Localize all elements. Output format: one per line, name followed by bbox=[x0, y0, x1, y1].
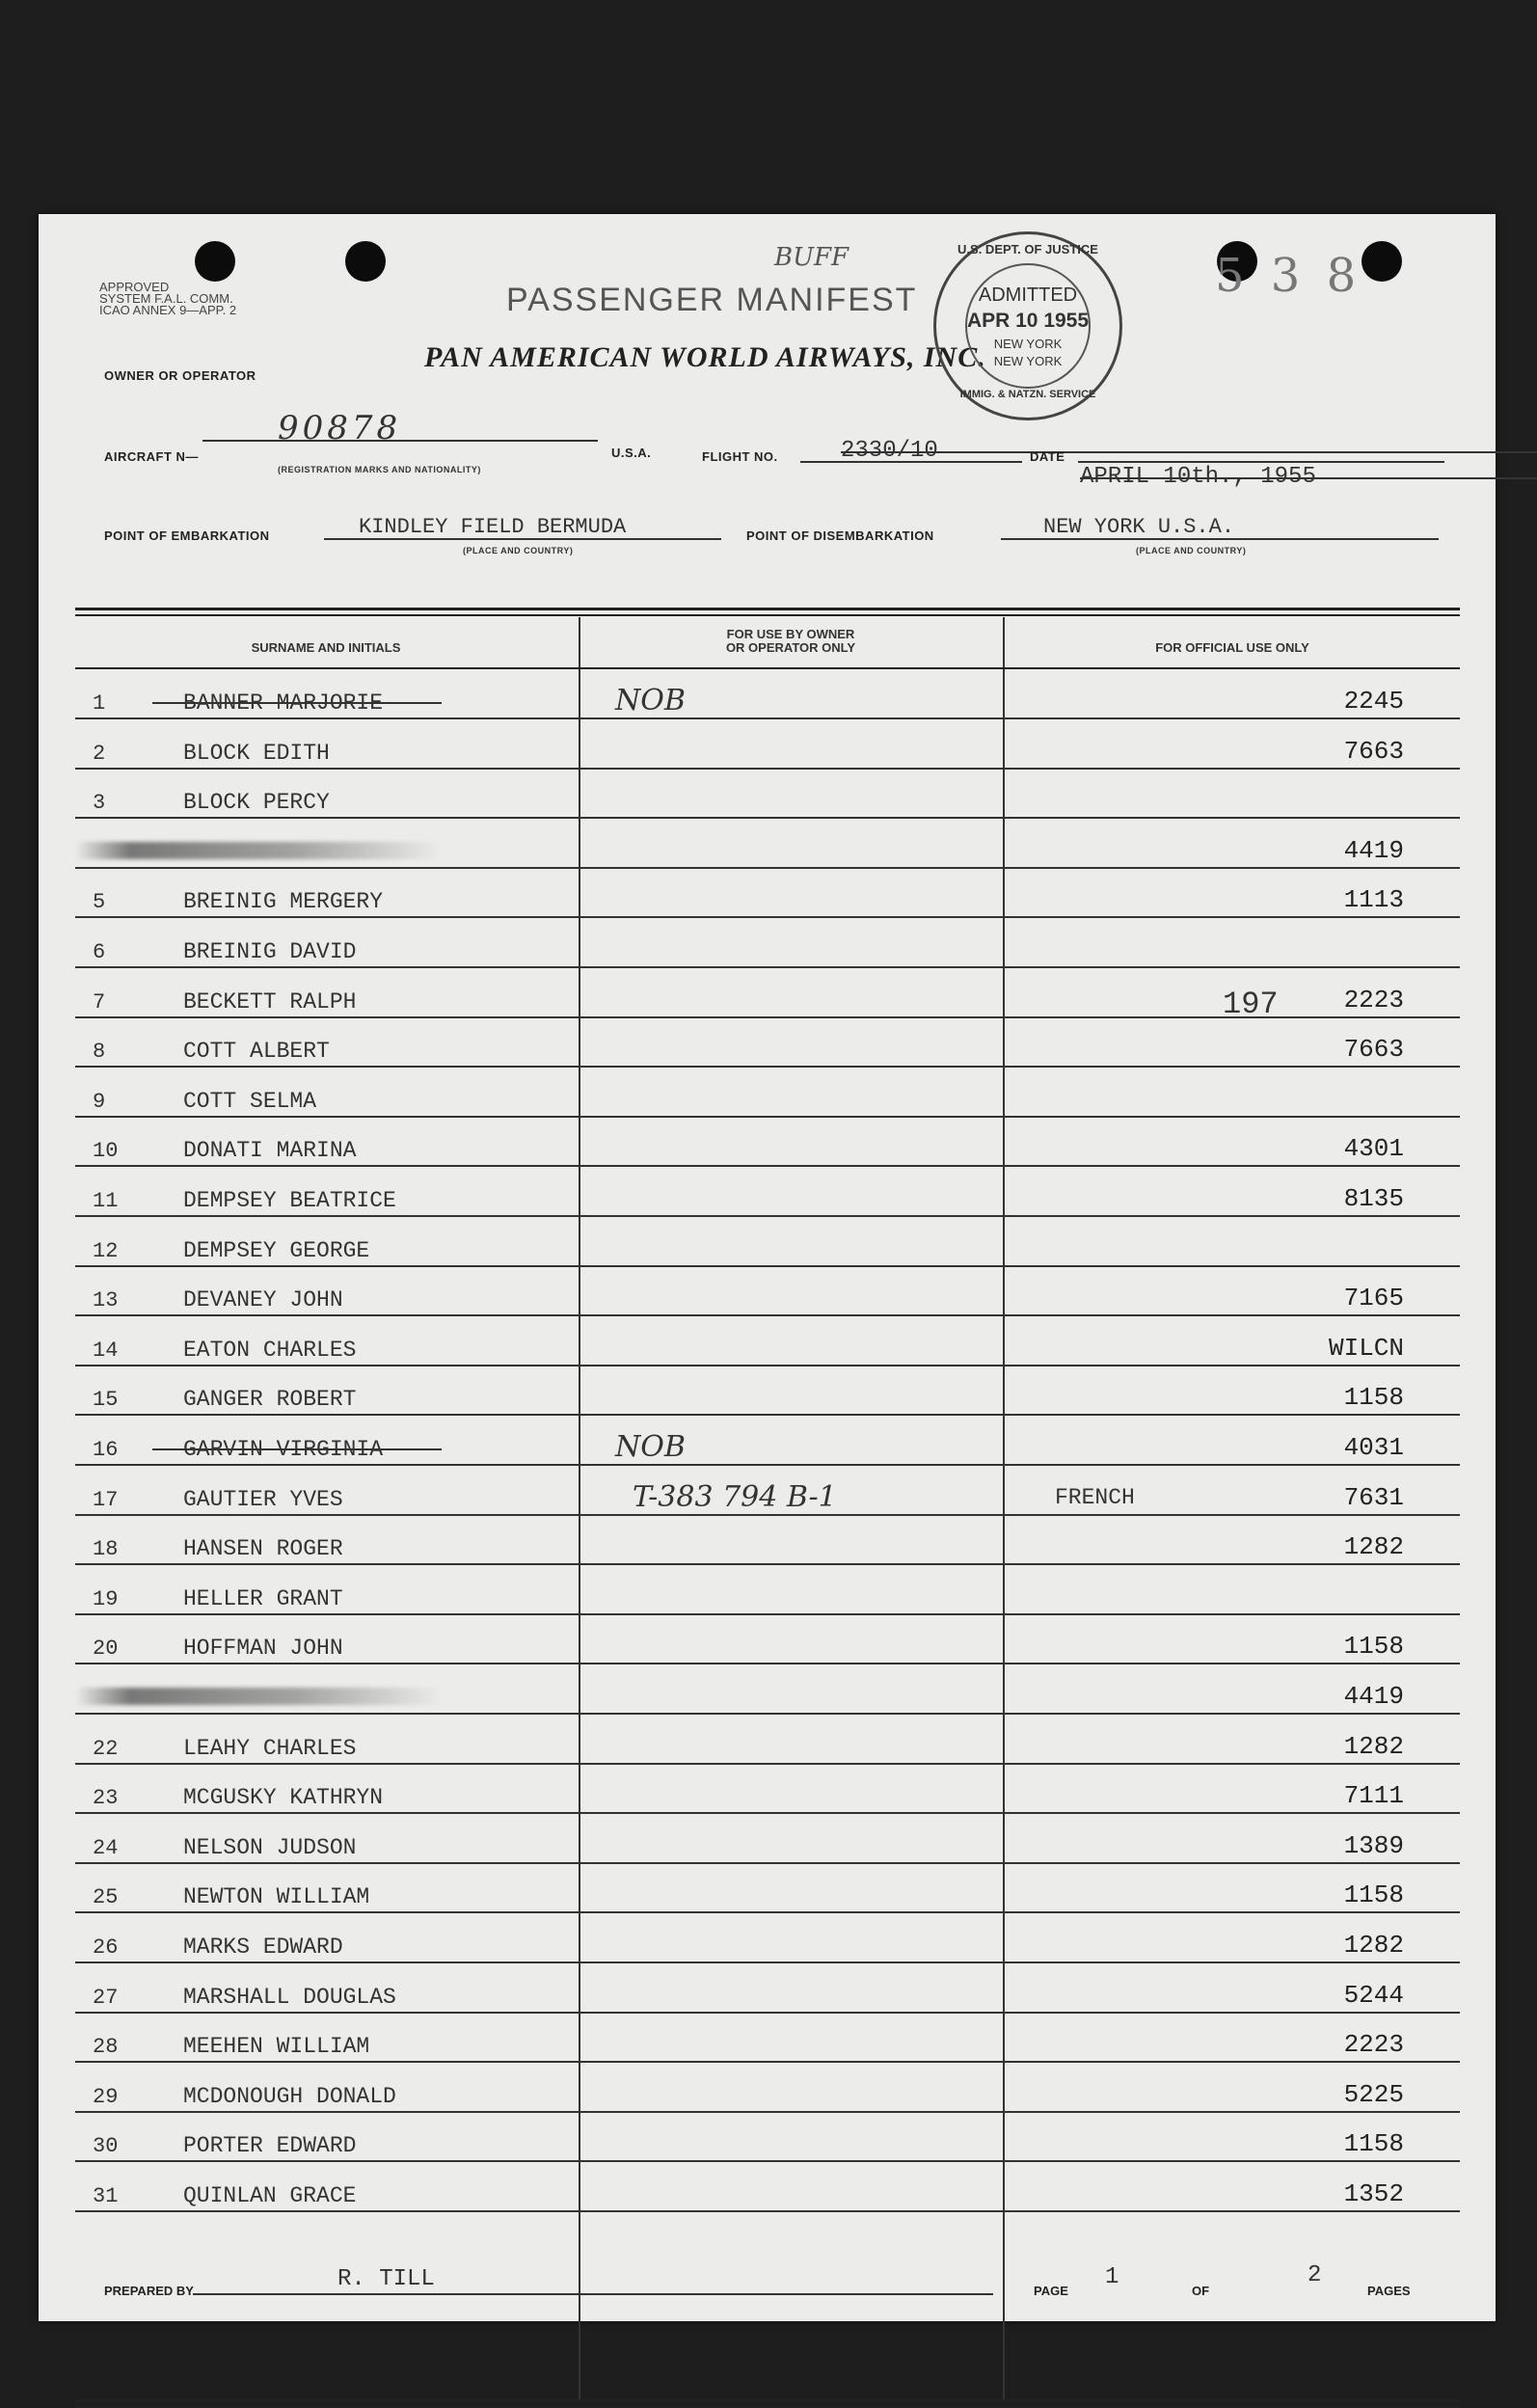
row-number: 19 bbox=[93, 1586, 119, 1611]
disembarkation-value: NEW YORK U.S.A. bbox=[1043, 515, 1235, 539]
row-number: 25 bbox=[93, 1885, 119, 1910]
passenger-code: 4031 bbox=[1343, 1433, 1404, 1462]
row-number: 24 bbox=[93, 1835, 119, 1860]
row-number: 9 bbox=[93, 1089, 106, 1114]
passenger-name: COTT SELMA bbox=[183, 1088, 317, 1114]
table-row bbox=[75, 1814, 1460, 1864]
owner-column-header-line1: FOR USE BY OWNER bbox=[726, 627, 855, 641]
table-row bbox=[75, 1266, 1460, 1316]
table-row bbox=[75, 1764, 1460, 1814]
aircraft-caption: (REGISTRATION MARKS AND NATIONALITY) bbox=[278, 465, 481, 474]
table-row bbox=[75, 1715, 1460, 1765]
table-row bbox=[75, 1366, 1460, 1416]
row-number: 7 bbox=[93, 989, 106, 1015]
aircraft-registration: 90878 bbox=[278, 409, 402, 447]
table-row bbox=[75, 2162, 1460, 2212]
passenger-name: BECKETT RALPH bbox=[183, 988, 357, 1015]
passenger-code: 7631 bbox=[1343, 1482, 1404, 1512]
passenger-code: 4419 bbox=[1343, 1682, 1404, 1711]
passenger-name: DEVANEY JOHN bbox=[183, 1287, 343, 1313]
table-row bbox=[75, 1017, 1460, 1068]
passenger-code: 1158 bbox=[1343, 1383, 1404, 1413]
passenger-code: 4301 bbox=[1343, 1134, 1404, 1164]
embarkation-label: POINT OF EMBARKATION bbox=[104, 528, 270, 543]
immigration-stamp bbox=[933, 231, 1122, 420]
table-row bbox=[75, 2063, 1460, 2113]
table-row bbox=[75, 1167, 1460, 1217]
table-row bbox=[75, 1068, 1460, 1118]
official-column-header: FOR OFFICIAL USE ONLY bbox=[1155, 640, 1309, 655]
row-number: 1 bbox=[93, 691, 106, 716]
table-row bbox=[75, 1963, 1460, 2014]
row-number: 6 bbox=[93, 940, 106, 964]
name-strikethrough bbox=[152, 1448, 442, 1450]
passenger-code: 1282 bbox=[1343, 1931, 1404, 1960]
table-row bbox=[75, 819, 1460, 869]
owner-note: T-383 794 B-1 bbox=[633, 1479, 837, 1514]
owner-note: NOB bbox=[615, 1430, 686, 1464]
row-number: 12 bbox=[93, 1238, 119, 1263]
pages-label: PAGES bbox=[1367, 2284, 1411, 2298]
flight-number: 2330/10 bbox=[841, 438, 1537, 464]
date-label: DATE bbox=[1030, 449, 1065, 464]
passenger-code: 1113 bbox=[1343, 885, 1404, 915]
passenger-code: 1158 bbox=[1343, 1880, 1404, 1910]
row-number: 17 bbox=[93, 1487, 119, 1512]
owner-column-header-line2: OR OPERATOR ONLY bbox=[725, 640, 856, 655]
name-strikethrough bbox=[152, 702, 442, 704]
official-note: FRENCH bbox=[1055, 1484, 1135, 1510]
passenger-name: DONATI MARINA bbox=[183, 1138, 357, 1164]
passenger-name: QUINLAN GRACE bbox=[183, 2183, 357, 2208]
table-row bbox=[75, 1515, 1460, 1565]
row-number: 26 bbox=[93, 1935, 119, 1960]
table-bottom-rule bbox=[75, 2399, 1460, 2402]
passenger-name: MEEHEN WILLIAM bbox=[183, 2034, 370, 2060]
flight-label: FLIGHT NO. bbox=[702, 449, 778, 464]
passenger-name: NEWTON WILLIAM bbox=[183, 1884, 370, 1910]
total-pages: 2 bbox=[1308, 2262, 1322, 2288]
table-row bbox=[75, 719, 1460, 770]
passenger-name: MARSHALL DOUGLAS bbox=[183, 1984, 396, 2010]
stamp-bottom-text: IMMIG. & NATZN. SERVICE bbox=[959, 389, 1096, 400]
passenger-name: MARKS EDWARD bbox=[183, 1935, 343, 1960]
passenger-name: GAUTIER YVES bbox=[183, 1486, 343, 1512]
row-number: 28 bbox=[93, 2035, 119, 2060]
prepared-by-value: R. TILL bbox=[337, 2266, 435, 2292]
passenger-name: GANGER ROBERT bbox=[183, 1387, 357, 1413]
embarkation-caption: (PLACE AND COUNTRY) bbox=[463, 546, 574, 555]
page-number: 1 bbox=[1105, 2264, 1119, 2290]
punch-hole-icon bbox=[345, 241, 386, 282]
row-number: 13 bbox=[93, 1288, 119, 1313]
flight-date: APRIL 10th., 1955 bbox=[1080, 464, 1537, 490]
table-row bbox=[75, 1316, 1460, 1366]
table-row bbox=[75, 1863, 1460, 1913]
passenger-code: 1389 bbox=[1343, 1830, 1404, 1860]
passenger-name: DEMPSEY BEATRICE bbox=[183, 1188, 396, 1213]
row-number: 11 bbox=[93, 1189, 119, 1213]
row-number: 2 bbox=[93, 741, 106, 766]
row-number: 3 bbox=[93, 791, 106, 816]
table-row bbox=[75, 669, 1460, 719]
table-row bbox=[75, 769, 1460, 819]
table-row bbox=[75, 1565, 1460, 1615]
row-number: 15 bbox=[93, 1388, 119, 1413]
owner-note: NOB bbox=[615, 684, 686, 717]
row-number: 30 bbox=[93, 2134, 119, 2159]
stamp-city: NEW YORK bbox=[993, 337, 1063, 351]
page-label: PAGE bbox=[1034, 2284, 1068, 2298]
table-row bbox=[75, 968, 1460, 1022]
stamp-city-2: NEW YORK bbox=[993, 354, 1063, 368]
passenger-name: DEMPSEY GEORGE bbox=[183, 1237, 370, 1263]
table-row bbox=[75, 1913, 1460, 1963]
table-row bbox=[75, 1614, 1460, 1664]
passenger-name: EATON CHARLES bbox=[183, 1337, 357, 1363]
embarkation-value: KINDLEY FIELD BERMUDA bbox=[359, 515, 627, 539]
approval-note: APPROVED SYSTEM F.A.L. COMM. ICAO ANNEX 9—APP. 2 bbox=[99, 280, 237, 317]
document-title: PASSENGER MANIFEST bbox=[506, 282, 918, 318]
passenger-code: 5225 bbox=[1343, 2079, 1404, 2109]
row-number: 31 bbox=[93, 2184, 119, 2208]
row-number: 16 bbox=[93, 1438, 119, 1462]
manifest-sheet bbox=[39, 214, 1496, 2321]
passenger-name: HELLER GRANT bbox=[183, 1585, 343, 1611]
passenger-code: 8135 bbox=[1343, 1184, 1404, 1213]
passenger-code: WILCN bbox=[1328, 1333, 1404, 1363]
row-number: 5 bbox=[93, 890, 106, 915]
passenger-code: 4419 bbox=[1343, 835, 1404, 865]
passenger-name: BLOCK PERCY bbox=[183, 790, 330, 816]
table-row bbox=[75, 1117, 1460, 1167]
table-row bbox=[75, 1416, 1460, 1466]
passenger-code: 1158 bbox=[1343, 2129, 1404, 2159]
row-number: 22 bbox=[93, 1736, 119, 1761]
disembarkation-label: POINT OF DISEMBARKATION bbox=[746, 528, 934, 543]
row-number: 29 bbox=[93, 2084, 119, 2109]
passenger-code: 1352 bbox=[1343, 2179, 1404, 2208]
punch-hole-icon bbox=[195, 241, 235, 282]
row-number: 27 bbox=[93, 1985, 119, 2010]
passenger-code: 7165 bbox=[1343, 1284, 1404, 1313]
passenger-name: BLOCK EDITH bbox=[183, 740, 330, 766]
passenger-name: BREINIG DAVID bbox=[183, 939, 357, 964]
passenger-name: PORTER EDWARD bbox=[183, 2133, 357, 2159]
passenger-name: NELSON JUDSON bbox=[183, 1834, 357, 1860]
surname-column-header: SURNAME AND INITIALS bbox=[251, 640, 401, 655]
row-number: 14 bbox=[93, 1338, 119, 1363]
table-row bbox=[75, 918, 1460, 968]
passenger-code: 1282 bbox=[1343, 1731, 1404, 1761]
owner-label: OWNER OR OPERATOR bbox=[104, 368, 256, 383]
handwritten-corner-number: 5 3 8 bbox=[1215, 249, 1362, 303]
table-top-rule bbox=[75, 608, 1460, 610]
table-row bbox=[75, 2112, 1460, 2162]
stamp-status: ADMITTED bbox=[978, 284, 1078, 306]
table-row bbox=[75, 2013, 1460, 2063]
passenger-code: 1282 bbox=[1343, 1532, 1404, 1562]
table-row bbox=[75, 868, 1460, 918]
passenger-name: HOFFMAN JOHN bbox=[183, 1636, 343, 1662]
passenger-code: 2223 bbox=[1343, 985, 1404, 1015]
punch-hole-icon bbox=[1362, 241, 1402, 282]
passenger-code: 7111 bbox=[1343, 1781, 1404, 1811]
passenger-name: GARVIN VIRGINIA bbox=[183, 1437, 384, 1462]
aircraft-label: AIRCRAFT N— bbox=[104, 449, 199, 464]
passenger-code: 2245 bbox=[1343, 687, 1404, 716]
row-number: 8 bbox=[93, 1040, 106, 1065]
passenger-code: 5244 bbox=[1343, 1980, 1404, 2010]
table-row bbox=[75, 1664, 1460, 1715]
passenger-code: 1158 bbox=[1343, 1632, 1404, 1662]
stamp-date: APR 10 1955 bbox=[966, 310, 1090, 332]
row-number: 23 bbox=[93, 1786, 119, 1811]
redaction-smudge bbox=[75, 842, 442, 859]
redaction-smudge bbox=[75, 1688, 442, 1705]
aircraft-nationality: U.S.A. bbox=[611, 446, 652, 460]
table-row bbox=[75, 1217, 1460, 1267]
passenger-name: MCDONOUGH DONALD bbox=[183, 2083, 396, 2109]
passenger-code: 7663 bbox=[1343, 736, 1404, 766]
passenger-name: LEAHY CHARLES bbox=[183, 1735, 357, 1761]
passenger-name: MCGUSKY KATHRYN bbox=[183, 1785, 384, 1811]
official-note: 197 bbox=[1223, 986, 1279, 1022]
passenger-code: 7663 bbox=[1343, 1035, 1404, 1065]
disembarkation-caption: (PLACE AND COUNTRY) bbox=[1136, 546, 1247, 555]
prepared-by-label: PREPARED BY bbox=[104, 2284, 194, 2298]
handwritten-color-note: BUFF bbox=[774, 243, 849, 272]
passenger-code: 2223 bbox=[1343, 2030, 1404, 2060]
passenger-name: BANNER MARJORIE bbox=[183, 690, 384, 716]
row-number: 20 bbox=[93, 1637, 119, 1662]
stamp-top-text: U.S. DEPT. OF JUSTICE bbox=[957, 242, 1098, 257]
passenger-name: COTT ALBERT bbox=[183, 1039, 330, 1065]
table-row bbox=[75, 1466, 1460, 1516]
operator-name: PAN AMERICAN WORLD AIRWAYS, INC. bbox=[424, 341, 986, 373]
row-number: 18 bbox=[93, 1537, 119, 1562]
passenger-name: HANSEN ROGER bbox=[183, 1536, 343, 1562]
row-number: 10 bbox=[93, 1139, 119, 1164]
passenger-name: BREINIG MERGERY bbox=[183, 889, 384, 915]
of-label: OF bbox=[1192, 2284, 1210, 2298]
